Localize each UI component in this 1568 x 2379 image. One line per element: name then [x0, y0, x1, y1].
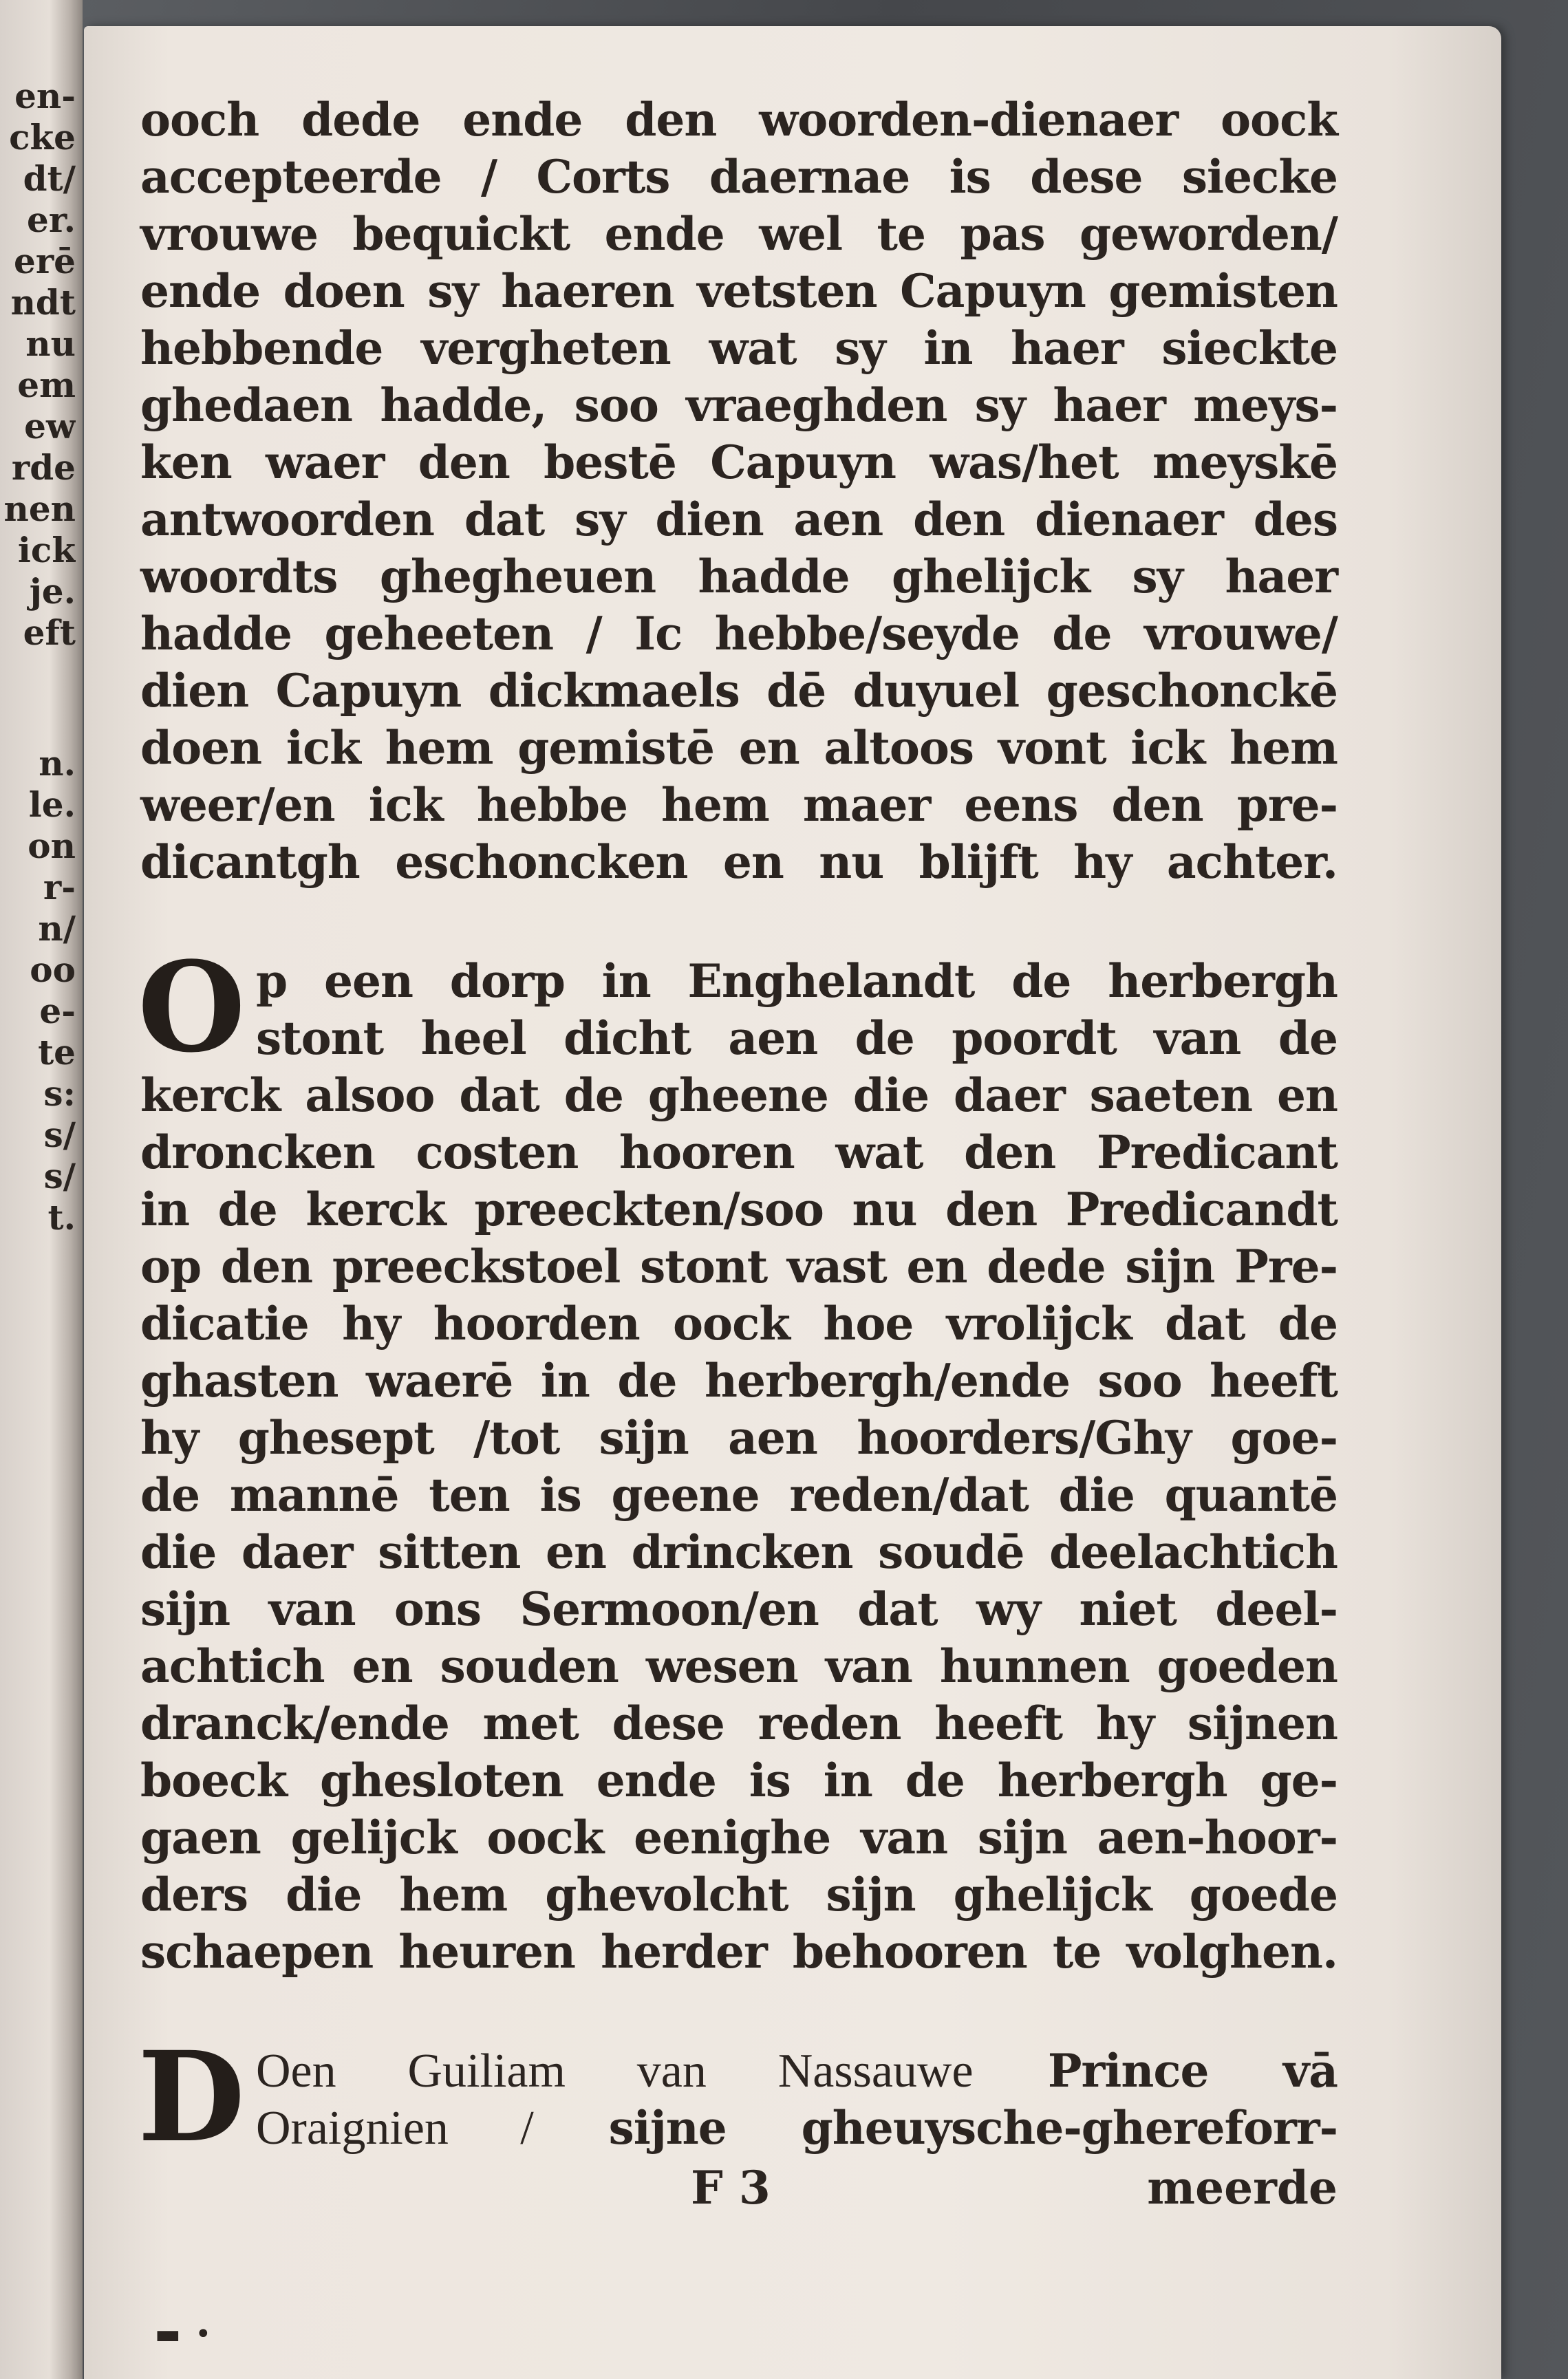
- facing-fragment: cke: [9, 117, 76, 158]
- text-line: ghedaen hadde, soo vraeghden sy haer meys-: [140, 378, 1338, 432]
- facing-fragment: ndt: [10, 282, 76, 323]
- signature-mark: F 3: [691, 2161, 771, 2215]
- facing-fragment: e-: [39, 991, 76, 1031]
- text-line: achtich en souden wesen van hunnen goeden: [140, 1639, 1338, 1693]
- text-line: ooch dede ende den woorden-dienaer oock: [140, 93, 1338, 147]
- book-page: [84, 26, 1501, 2379]
- facing-fragment: dt/: [23, 158, 76, 199]
- text-line: ken waer den bestē Capuyn was/het meyskē: [140, 435, 1338, 489]
- facing-fragment: t.: [47, 1197, 76, 1238]
- text-line: accepteerde / Corts daernae is dese siecke: [140, 150, 1338, 204]
- text-line: dranck/ende met dese reden heeft hy sijnen: [140, 1697, 1338, 1750]
- paragraph-3: [138, 2025, 1338, 2170]
- text-line: schaepen heuren herder behooren te volghen.: [140, 1925, 1338, 1979]
- facing-fragment: en-: [14, 76, 76, 116]
- facing-fragment: nen: [3, 488, 76, 529]
- text-line: de mannē ten is geene reden/dat die quantē: [140, 1468, 1338, 1522]
- drop-cap-initial: O: [138, 935, 246, 1080]
- facing-fragment: je.: [29, 571, 76, 612]
- facing-fragment: r-: [43, 867, 76, 907]
- facing-fragment: le.: [28, 784, 76, 825]
- facing-fragment: ick: [17, 530, 76, 570]
- text-line: ende doen sy haeren vetsten Capuyn gemisten: [140, 264, 1338, 318]
- text-line: boeck ghesloten ende is in de herbergh ge-: [140, 1754, 1338, 1807]
- roman-text: Oraignien /: [256, 2102, 534, 2155]
- text-line: antwoorden dat sy dien aen den dienaer des: [140, 493, 1338, 546]
- blackletter-text: sijne gheuysche-ghereforr-: [608, 2101, 1338, 2155]
- page-footer: [140, 2157, 1338, 2219]
- facing-fragment: s/: [43, 1156, 76, 1196]
- drop-cap-initial: D: [138, 2025, 246, 2170]
- paragraph-2: [138, 935, 1338, 1981]
- facing-fragment: n.: [39, 743, 76, 784]
- facing-page-edge: [0, 0, 83, 2379]
- text-line: hebbende vergheten wat sy in haer sieckte: [140, 321, 1338, 375]
- facing-fragment: on: [28, 826, 76, 866]
- text-line: doen ick hem gemistē en altoos vont ick hem: [140, 721, 1338, 775]
- text-line: hadde geheeten / Ic hebbe/seyde de vrouwe/: [140, 607, 1338, 660]
- facing-fragment: er.: [27, 200, 76, 240]
- page-text: [140, 92, 1338, 2219]
- text-line: ders die hem ghevolcht sijn ghelijck goede: [140, 1868, 1338, 1922]
- facing-fragment: n/: [38, 908, 76, 949]
- facing-fragment: nu: [25, 323, 76, 364]
- text-line: die daer sitten en drincken soudē deelachtich: [140, 1525, 1338, 1579]
- facing-fragment: eft: [23, 612, 76, 653]
- facing-page-text: [0, 76, 76, 1238]
- text-line: dien Capuyn dickmaels dē duyuel geschonckē: [140, 664, 1338, 718]
- facing-fragment: s/: [43, 1115, 76, 1155]
- facing-fragment: em: [17, 365, 76, 405]
- text-line: kerck alsoo dat de gheene die daer saeten en: [140, 1068, 1338, 1122]
- text-line: sijn van ons Sermoon/en dat wy niet deel-: [140, 1582, 1338, 1636]
- facing-fragment: oo: [30, 949, 76, 990]
- facing-fragment: ew: [24, 406, 76, 446]
- text-line: in de kerck preeckten/soo nu den Predicandt: [140, 1183, 1338, 1236]
- paragraph-1: [140, 92, 1338, 891]
- roman-text: Oen Guiliam van Nassauwe: [256, 2045, 974, 2098]
- text-line: dicatie hy hoorden oock hoe vrolijck dat de: [140, 1297, 1338, 1350]
- text-line: woordts ghegheuen hadde ghelijck sy haer: [140, 550, 1338, 603]
- facing-fragment: erē: [14, 241, 76, 281]
- bottom-ornament: ▬ •: [155, 2318, 215, 2350]
- text-line: op den preeckstoel stont vast en dede sijn Pre-: [140, 1240, 1338, 1293]
- text-line: stont heel dicht aen de poordt van de: [256, 1011, 1338, 1065]
- catchword: meerde: [1147, 2161, 1338, 2215]
- facing-fragment: s:: [43, 1073, 76, 1114]
- text-line: dicantgh eschoncken en nu blijft hy achter.: [140, 835, 1338, 889]
- blackletter-text: Prince vā: [1047, 2044, 1338, 2098]
- text-line: gaen gelijck oock eenighe van sijn aen-hoor-: [140, 1811, 1338, 1864]
- text-line: p een dorp in Enghelandt de herbergh: [256, 954, 1338, 1008]
- text-line: hy ghesept /tot sijn aen hoorders/Ghy goe-: [140, 1411, 1338, 1465]
- text-line: ghasten waerē in de herbergh/ende soo heeft: [140, 1354, 1338, 1408]
- facing-fragment: te: [38, 1032, 76, 1073]
- text-line: droncken costen hooren wat den Predicant: [140, 1126, 1338, 1179]
- text-line: [140, 2100, 1338, 2157]
- text-line: [140, 2043, 1338, 2100]
- text-line: weer/en ick hebbe hem maer eens den pre-: [140, 778, 1338, 832]
- text-line: vrouwe bequickt ende wel te pas geworden/: [140, 207, 1338, 261]
- facing-fragment: rde: [11, 447, 76, 488]
